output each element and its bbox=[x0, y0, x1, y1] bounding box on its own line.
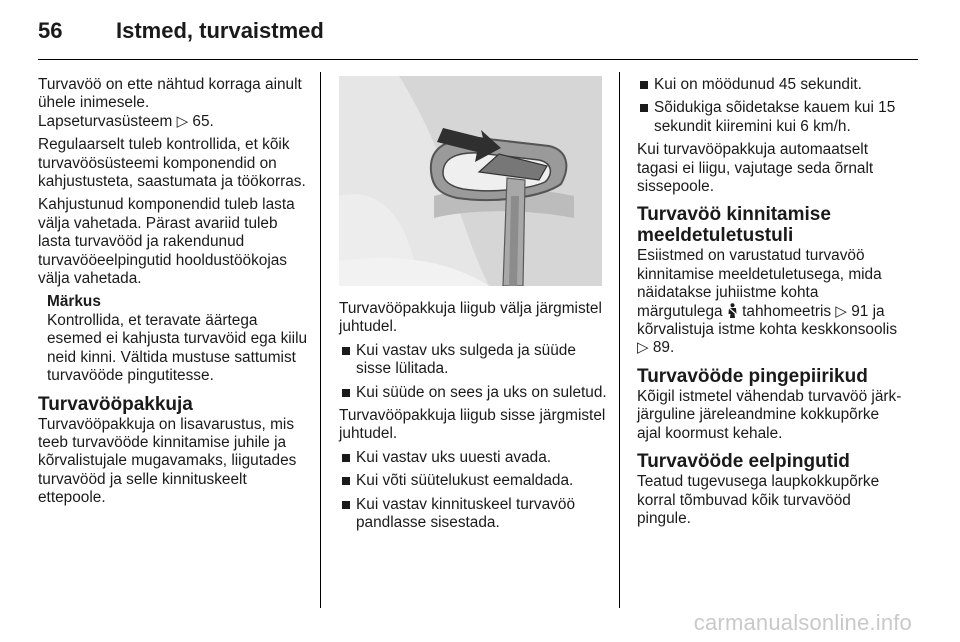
section-heading: Turvavööde pingepiirikud bbox=[637, 365, 868, 387]
list-item: Kui võti süütelukust eemaldada. bbox=[339, 472, 607, 490]
header-divider bbox=[38, 59, 918, 60]
paragraph: Kui turvavööpakkuja automaatselt tagasi ei liigu, vajutage seda õrnalt sissepoole. bbox=[637, 141, 874, 196]
left-column bbox=[38, 76, 310, 513]
paragraph: Turvavöö on ette nähtud korraga ainult ühele inimesele. Lapseturvasüsteem ▷ 65. bbox=[38, 76, 302, 130]
page-reference-link[interactable]: 89. bbox=[652, 339, 675, 357]
column-divider-left bbox=[320, 72, 321, 608]
paragraph: Esiistmed on varustatud turvavöö kinnitamise meeldetuletusega, mida näidatakse juhiistme kohta märgutulega tahhomeetris ▷ 91 ja kõrvalistuja istme kohta keskkonsoolis ▷ 89. bbox=[637, 247, 898, 357]
list-item: Kui vastav uks sulgeda ja süüde sisse lülitada. bbox=[339, 342, 607, 379]
paragraph: Turvavööpakkuja on lisavarustus, mis teeb turvavööde kinnitamise juhile ja kõrvalistujale mugavamaks, liigutades turvavööd ja selle kinnituskeelt ettepoole. bbox=[38, 415, 297, 507]
page-reference-icon: ▷ bbox=[637, 339, 649, 357]
page-reference-link[interactable]: 65. bbox=[192, 112, 214, 130]
paragraph: Teatud tugevusega laupkokkupõrke korral tõmbuvad kõik turvavööd pingule. bbox=[637, 473, 880, 527]
list-item: Kui süüde on sees ja uks on suletud. bbox=[339, 384, 607, 402]
paragraph: Turvavööpakkuja liigub välja järgmistel juhtudel. bbox=[339, 300, 602, 336]
note-box bbox=[38, 293, 310, 385]
paragraph: Regulaarselt tuleb kontrollida, et kõik turvavöösüsteemi komponendid on kahjustusteta, saastumata ja töökorras. bbox=[38, 136, 306, 191]
page-reference-link[interactable]: 91 bbox=[851, 302, 869, 320]
paragraph: Kõigil istmetel vähendab turvavöö järk-järguline järeleandmine kokkupõrke ajal koormust kehale. bbox=[637, 387, 902, 442]
list-item: Kui vastav kinnituskeel turvavöö pandlasse sisestada. bbox=[339, 496, 607, 533]
section-heading: Turvavöö kinnitamise meeldetuletustuli bbox=[637, 204, 831, 247]
seatbelt-warning-icon bbox=[727, 303, 738, 320]
page-number: 56 bbox=[38, 18, 63, 43]
note-title: Märkus bbox=[47, 293, 101, 311]
list-item: Sõidukiga sõidetakse kauem kui 15 sekundit kiiremini kui 6 km/h. bbox=[637, 99, 905, 136]
column-divider-right bbox=[619, 72, 620, 608]
list-item: Kui on möödunud 45 sekundit. bbox=[637, 76, 905, 94]
page-title: Istmed, turvaistmed bbox=[116, 18, 324, 43]
seatbelt-presenter-image bbox=[339, 76, 602, 286]
section-heading: Turvavööpakkuja bbox=[38, 393, 193, 415]
page-header bbox=[38, 18, 324, 48]
watermark: carmanualsonline.info bbox=[693, 610, 912, 635]
section-heading: Turvavööde eelpingutid bbox=[637, 451, 850, 473]
middle-column bbox=[339, 76, 607, 537]
page-reference-icon: ▷ bbox=[176, 112, 189, 130]
seatbelt-presenter-illustration bbox=[339, 76, 602, 286]
right-column bbox=[637, 76, 905, 533]
paragraph: Kahjustunud komponendid tuleb lasta välja vahetada. Pärast avariid tuleb lasta turvavööd ja rakendunud turvavööeelpingutid hooldustöökojas välja vahetada. bbox=[38, 196, 295, 288]
note-text: Kontrollida, et teravate äärtega esemed ei kahjusta turvavöid ega kiilu neid kinni. Vältida mustuse sattumist turvavööde pingutitesse. bbox=[47, 311, 308, 385]
list-item: Kui vastav uks uuesti avada. bbox=[339, 449, 607, 467]
page-reference-icon: ▷ bbox=[835, 302, 847, 320]
paragraph: Turvavööpakkuja liigub sisse järgmistel juhtudel. bbox=[339, 407, 606, 443]
